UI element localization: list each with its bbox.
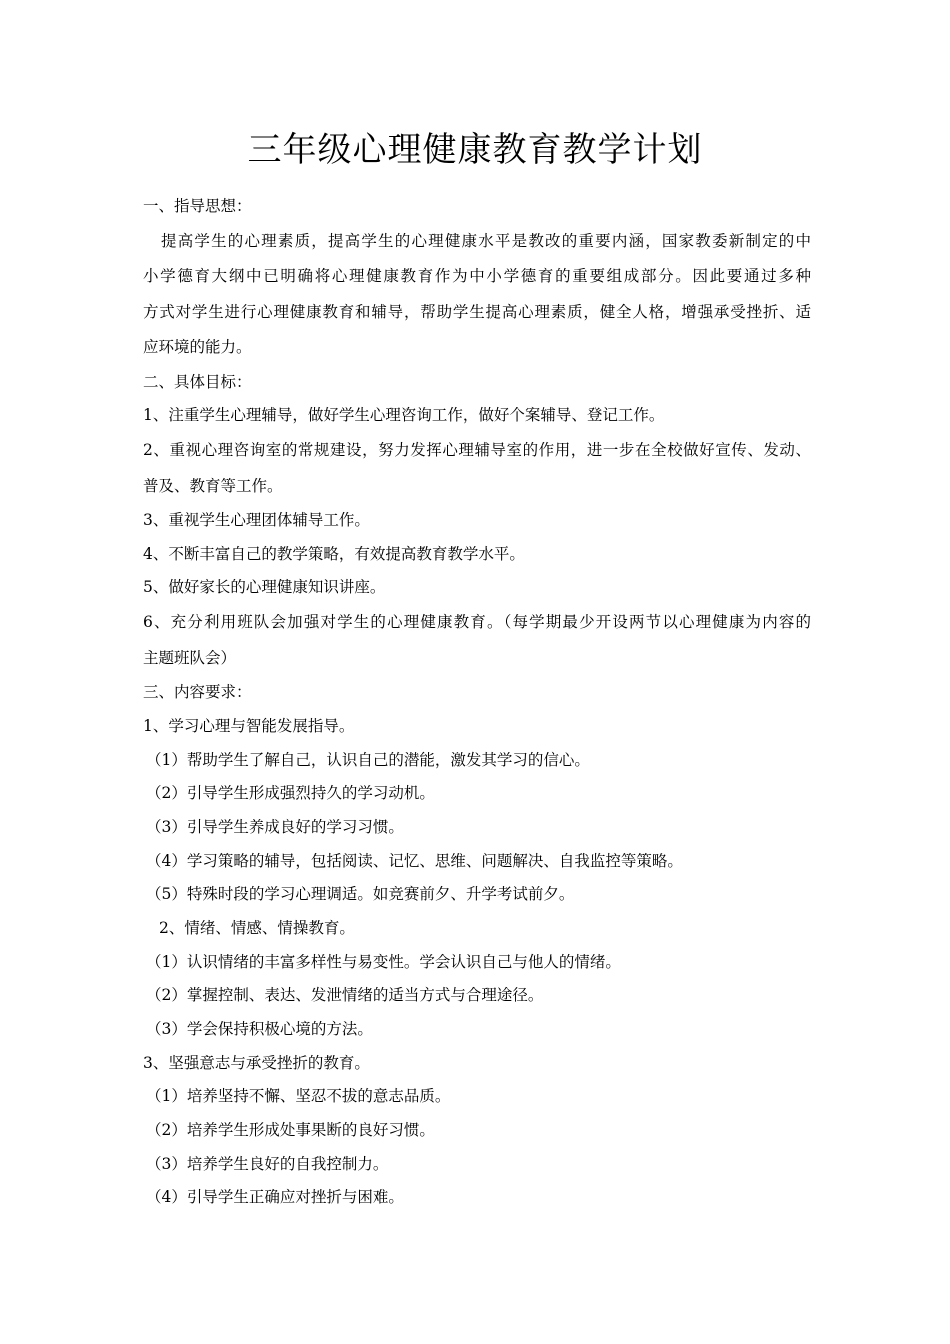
document-line: 1、注重学生心理辅导，做好学生心理咨询工作，做好个案辅导、登记工作。: [143, 406, 665, 425]
document-line: （4）引导学生正确应对挫折与困难。: [146, 1188, 404, 1207]
document-line: 3、坚强意志与承受挫折的教育。: [143, 1053, 370, 1072]
document-line: 2、重视心理咨询室的常规建设，努力发挥心理辅导室的作用，进一步在全校做好宣传、发动、: [143, 441, 811, 460]
document-line: 小学德育大纲中已明确将心理健康教育作为中小学德育的重要组成部分。因此要通过多种: [143, 267, 811, 286]
document-line: （5）特殊时段的学习心理调适。如竞赛前夕、升学考试前夕。: [146, 885, 575, 904]
document-line: 普及、教育等工作。: [143, 476, 283, 495]
document-line: 4、不断丰富自己的教学策略，有效提高教育教学水平。: [143, 544, 525, 563]
document-line: （3）学会保持积极心境的方法。: [146, 1020, 373, 1038]
document-line: （3）培养学生良好的自我控制力。: [146, 1154, 389, 1173]
document-line: 方式对学生进行心理健康教育和辅导，帮助学生提高心理素质，健全人格，增强承受挫折、适: [143, 302, 811, 321]
document-line: 提高学生的心理素质，提高学生的心理健康水平是教改的重要内涵，国家教委新制定的中: [161, 231, 811, 250]
document-line: 二、具体目标：: [143, 372, 252, 391]
document-body: [143, 190, 811, 1215]
document-line: （2）培养学生形成处事果断的良好习惯。: [146, 1121, 435, 1140]
document-title: 三年级心理健康教育教学计划: [247, 130, 703, 170]
document-line: （1）帮助学生了解自己，认识自己的潜能，激发其学习的信心。: [146, 750, 590, 769]
document-line: （1）认识情绪的丰富多样性与易变性。学会认识自己与他人的情绪。: [146, 952, 621, 971]
document-line: （1）培养坚持不懈、坚忍不拔的意志品质。: [146, 1087, 451, 1106]
document-line: 3、重视学生心理团体辅导工作。: [143, 511, 370, 530]
document-line: 一、指导思想：: [143, 197, 252, 215]
document-line: 1、学习心理与智能发展指导。: [143, 716, 355, 735]
document-line: 主题班队会）: [143, 648, 237, 667]
document-line: （4）学习策略的辅导，包括阅读、记忆、思维、问题解决、自我监控等策略。: [146, 851, 683, 870]
document-line: （2）掌握控制、表达、发泄情绪的适当方式与合理途径。: [146, 986, 544, 1005]
document-line: 5、做好家长的心理健康知识讲座。: [143, 578, 386, 597]
document-line: 2、情绪、情感、情操教育。: [159, 918, 355, 937]
document-line: （2）引导学生形成强烈持久的学习动机。: [146, 784, 435, 803]
document-line: 6、充分利用班队会加强对学生的心理健康教育。（每学期最少开设两节以心理健康为内容的: [143, 613, 811, 632]
document-line: 应环境的能力。: [143, 338, 252, 357]
document-line: 三、内容要求：: [143, 683, 252, 702]
document-line: （3）引导学生养成良好的学习习惯。: [146, 817, 404, 836]
